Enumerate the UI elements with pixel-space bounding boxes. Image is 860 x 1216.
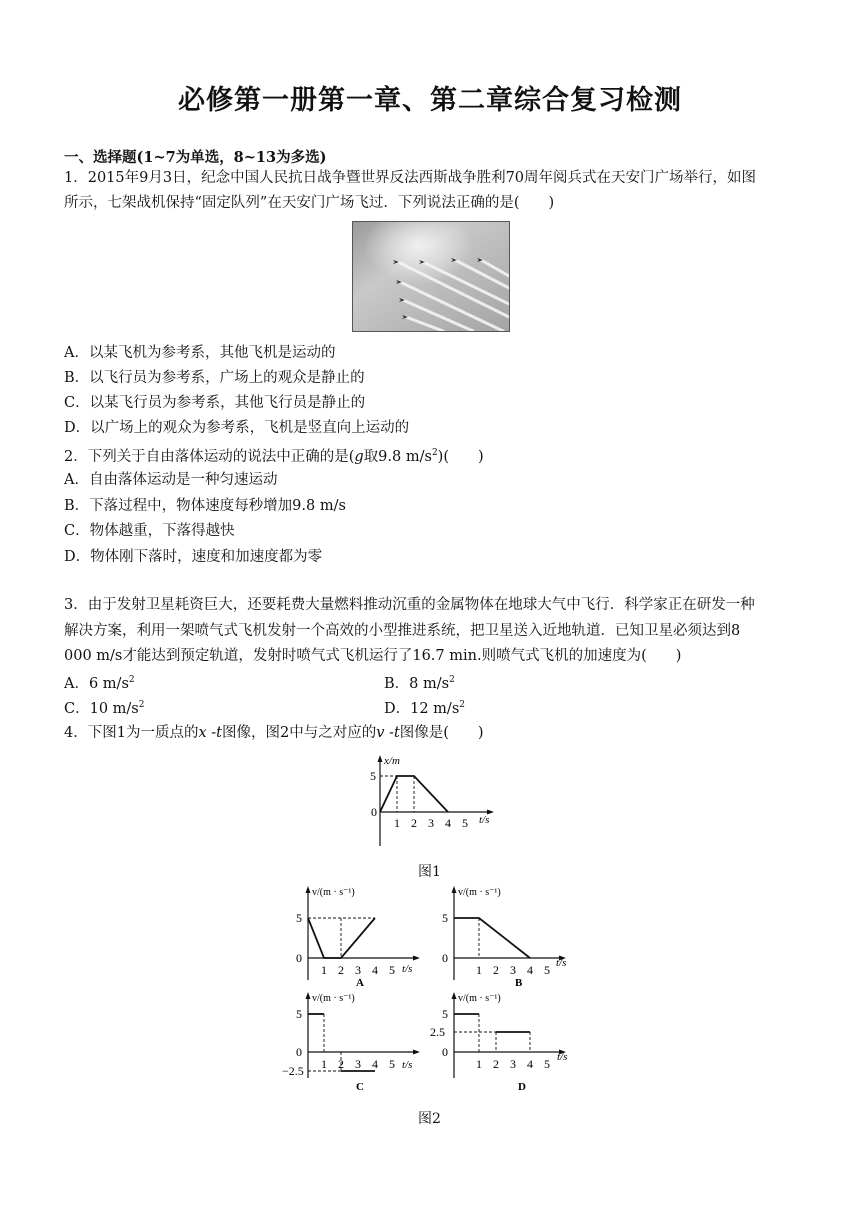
fig2-x-tick: 3 (510, 1057, 516, 1071)
fig2-y-label: v/(m · s⁻¹) (312, 887, 355, 898)
q4-stem: 4．下图1为一质点的x -t图像，图2中与之对应的v -t图像是( ) (64, 725, 484, 741)
q3-option-d: D．12 $m/s^2$ (384, 700, 465, 717)
panel-b-vt-line (454, 918, 530, 958)
figure-2-caption: 图2 (418, 1111, 441, 1127)
fig2-origin: 0 (442, 951, 448, 965)
panel-a-label: A (356, 977, 364, 989)
fig2-x-label: t/s (402, 1059, 413, 1071)
fig2-x-tick: 1 (321, 1057, 327, 1071)
figure-2-panel-c (282, 986, 432, 1096)
figure-1-caption: 图1 (418, 864, 441, 880)
fig2-x-tick: 2 (338, 963, 344, 977)
q2-option-c: C．物体越重，下落得越快 (64, 523, 235, 539)
fig2-y-label: v/(m · s⁻¹) (458, 887, 501, 898)
panel-b-y-tick: 5 (442, 911, 448, 925)
fig1-x-tick: 3 (428, 816, 434, 830)
fig2-x-tick: 5 (389, 1057, 395, 1071)
formation-photo (352, 221, 510, 332)
fig1-x-tick: 1 (394, 816, 400, 830)
panel-d-label: D (518, 1081, 526, 1093)
panel-b-label: B (515, 977, 523, 989)
fig2-x-tick: 2 (493, 963, 499, 977)
q1-option-d: D．以广场上的观众为参考系，飞机是竖直向上运动的 (64, 420, 410, 436)
fig2-x-tick: 2 (338, 1057, 344, 1071)
panel-a-vt-line (308, 918, 375, 958)
fig2-origin: 0 (296, 1045, 302, 1059)
q1-option-c: C．以某飞行员为参考系，其他飞行员是静止的 (64, 395, 366, 411)
q3-stem-line1: 3．由于发射卫星耗资巨大，还要耗费大量燃料推动沉重的金属物体在地球大气中飞行．科学家正在研发一种 (64, 597, 755, 613)
fig1-origin: 0 (371, 805, 377, 819)
q1-option-a: A．以某飞机为参考系，其他飞机是运动的 (64, 345, 336, 361)
fig2-x-label: t/s (557, 1051, 568, 1063)
q1-stem-line2: 所示，七架战机保持“固定队列”在天安门广场飞过．下列说法正确的是( ) (64, 195, 555, 211)
q2-option-b: B．下落过程中，物体速度每秒增加9.8 m/s (64, 498, 346, 514)
fig1-x-tick: 4 (445, 816, 451, 830)
fig2-origin: 0 (442, 1045, 448, 1059)
fig2-x-tick: 2 (493, 1057, 499, 1071)
q2-option-a: A．自由落体运动是一种匀速运动 (64, 472, 278, 488)
figure-1-xt-graph (360, 752, 510, 852)
fig2-x-tick: 4 (527, 1057, 533, 1071)
panel-a-y-tick: 5 (296, 911, 302, 925)
section-heading: 一、选择题(1~7为单选，8~13为多选) (64, 149, 327, 166)
figure-2-panel-b (428, 880, 578, 990)
fig2-origin: 0 (296, 951, 302, 965)
fig2-x-label: t/s (402, 963, 413, 975)
fig2-x-tick: 1 (321, 963, 327, 977)
fig2-x-tick: 1 (476, 963, 482, 977)
panel-c-y-tick: 5 (296, 1007, 302, 1021)
q3-option-c: C．10 $m/s^2$ (64, 700, 145, 717)
fig1-x-tick: 5 (462, 816, 468, 830)
q3-stem-line2: 解决方案，利用一架喷气式飞机发射一个高效的小型推进系统，把卫星送入近地轨道．已知卫星必须达到8 (64, 623, 741, 639)
fig2-x-tick: 5 (544, 1057, 550, 1071)
fig2-y-label: v/(m · s⁻¹) (458, 993, 501, 1004)
fig1-x-tick: 2 (411, 816, 417, 830)
q2-stem: 2．下列关于自由落体运动的说法中正确的是(g取9.8 $m/s^2$)( ) (64, 448, 484, 465)
page-title: 必修第一册第一章、第二章综合复习检测 (178, 85, 682, 116)
q3-stem-line3: 000 m/s才能达到预定轨道，发射时喷气式飞机运行了16.7 min.则喷气式飞机的加速度为( ) (64, 648, 682, 664)
fig2-x-tick: 3 (510, 963, 516, 977)
fig2-y-label: v/(m · s⁻¹) (312, 993, 355, 1004)
panel-c-label: C (356, 1081, 364, 1093)
panel-d-y-tick: 2.5 (430, 1025, 445, 1039)
fig2-x-label: t/s (556, 957, 567, 969)
q3-option-b: B．8 $m/s^2$ (384, 675, 455, 692)
fig2-x-tick: 5 (389, 963, 395, 977)
fig2-x-tick: 4 (527, 963, 533, 977)
fig2-x-tick: 5 (544, 963, 550, 977)
fig1-y-label: x/m (384, 755, 400, 767)
figure-2-panel-d (428, 986, 578, 1096)
q1-stem-line1: 1．2015年9月3日，纪念中国人民抗日战争暨世界反法西斯战争胜利70周年阅兵式在天安门广场举行，如图 (64, 170, 757, 186)
fig1-y-tick-5: 5 (370, 769, 376, 783)
fig1-x-label: t/s (479, 814, 490, 826)
figure-2-panel-a (282, 880, 432, 990)
q2-option-d: D．物体刚下落时，速度和加速度都为零 (64, 549, 323, 565)
panel-c-y-tick: −2.5 (282, 1064, 304, 1078)
q1-option-b: B．以飞行员为参考系，广场上的观众是静止的 (64, 370, 365, 386)
fig2-x-tick: 3 (355, 1057, 361, 1071)
fig2-x-tick: 1 (476, 1057, 482, 1071)
q3-option-a: A．6 $m/s^2$ (64, 675, 135, 692)
fig2-x-tick: 4 (372, 1057, 378, 1071)
fig2-x-tick: 3 (355, 963, 361, 977)
panel-d-y-tick: 5 (442, 1007, 448, 1021)
fig2-x-tick: 4 (372, 963, 378, 977)
